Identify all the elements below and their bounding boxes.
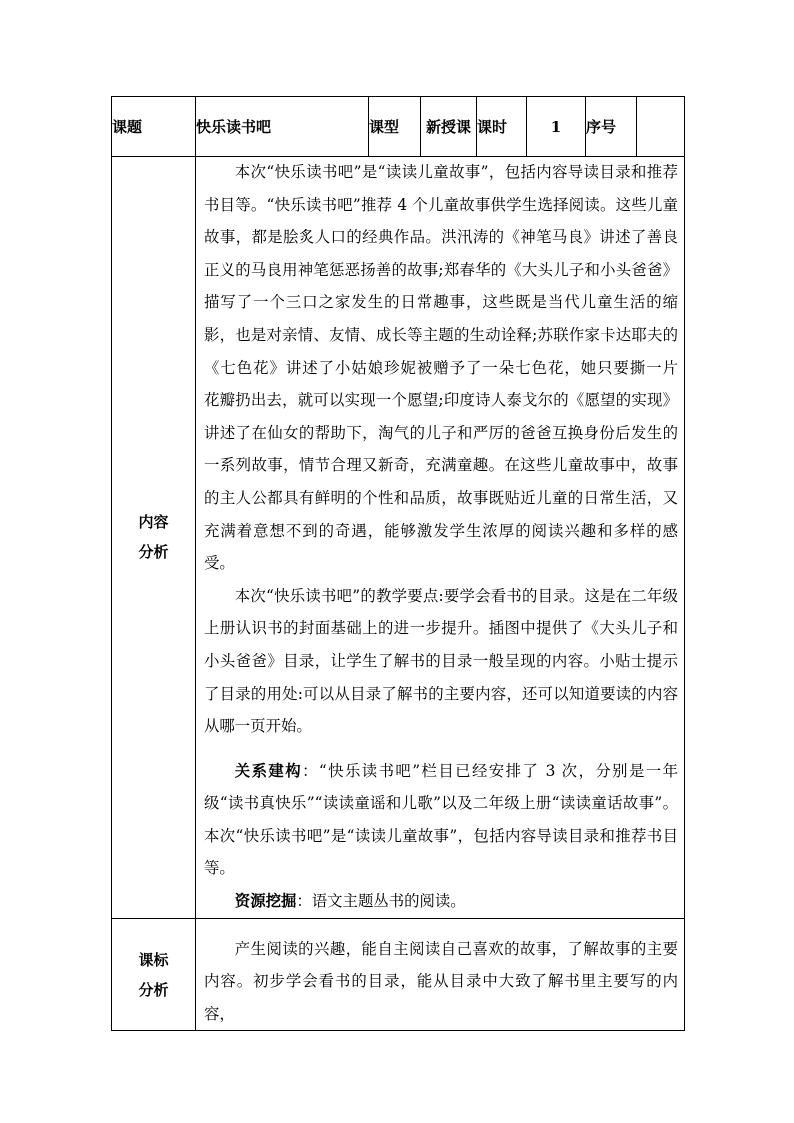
resource-label: 资源挖掘 [234, 892, 297, 911]
lesson-plan-table [111, 96, 694, 1031]
content-analysis-body [196, 157, 694, 919]
content-analysis-row [112, 157, 685, 919]
content-paragraph-2: 本次“快乐读书吧”的教学要点:要学会看书的目录。这是在二年级上册认识书的封面基础上的进一步提升。插图中提供了《大头儿子和小头爸爸》目录，让学生了解书的目录一般呈现的内容。小贴士提示了目录的用处:可以从目录了解书的主要内容，还可以知道要读的内容从哪一页开始。 [204, 586, 678, 736]
relation-text: ：“快乐读书吧”栏目已经安排了 3 次，分别是一年级“读书真快乐”“读读童谣和儿歌”以及二年级上册“读读童话故事”。本次“快乐读书吧”是“读读儿童故事”，包括内容导读目录和推荐书目等。 [204, 761, 678, 878]
type-label: 课型 [369, 97, 421, 157]
standard-analysis-label: 课标分析 [112, 918, 196, 1031]
period-value: 1 [527, 97, 586, 157]
content-analysis-label: 内容分析 [112, 157, 196, 919]
resource-paragraph [204, 885, 678, 918]
standard-paragraph: 产生阅读的兴趣，能自主阅读自己喜欢的故事，了解故事的主要内容。初步学会看书的目录，能从目录中大致了解书里主要写的内容， [204, 939, 678, 1023]
content-paragraph-1: 本次“快乐读书吧”是“读读儿童故事”，包括内容导读目录和推荐书目等。“快乐读书吧”推荐 4 个儿童故事供学生选择阅读。这些儿童故事，都是脍炙人口的经典作品。洪汛涛的《神笔马良》讲述了善良正义的马良用神笔惩恶扬善的故事;郑春华的《大头儿子和小头爸爸》描写了一个三口之家发生的日常趣事，这些既是当代儿童生活的缩影，也是对亲情、友情、成长等主题的生动诠释;苏联作家卡达耶夫的《七色花》讲述了小姑娘珍妮被赠予了一朵七色花，她只要撕一片 花瓣扔出去，就可以实现一个愿望;印度诗人泰戈尔的《愿望的实现》讲述了在仙女的帮助下，淘气的儿子和严厉的爸爸互换身份后发生的一系列故事，情节合理又新奇，充满童趣。在这些儿童故事中，故事的主人公都具有鲜明的个性和品质，故事既贴近儿童的日常生活，又充满着意想不到的奇遇，能够激发学生浓厚的阅读兴趣和多样的感受。 [204, 163, 694, 573]
seq-value [637, 97, 685, 157]
header-row [112, 97, 685, 157]
standard-analysis-row [112, 918, 685, 1031]
topic-value: 快乐读书吧 [196, 97, 369, 157]
relation-paragraph [204, 755, 678, 885]
seq-label: 序号 [586, 97, 637, 157]
relation-label: 关系建构 [234, 761, 303, 780]
resource-text: ：语文主题丛书的阅读。 [296, 892, 466, 911]
standard-analysis-body [196, 918, 685, 1031]
topic-label: 课题 [112, 97, 196, 157]
period-label: 课时 [477, 97, 527, 157]
type-value: 新授课 [421, 97, 477, 157]
